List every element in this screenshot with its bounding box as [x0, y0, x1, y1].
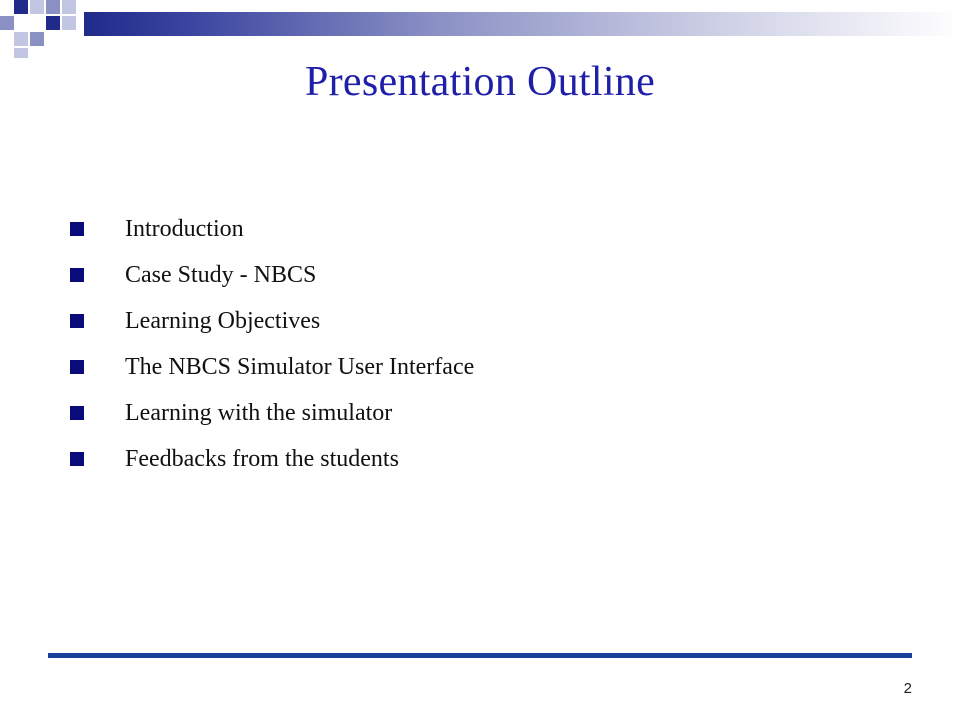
square-bullet-icon	[70, 314, 84, 328]
bullet-text: Introduction	[125, 215, 244, 242]
bottom-rule	[48, 653, 912, 658]
page-number: 2	[903, 680, 912, 697]
bullet-item	[70, 390, 474, 436]
top-gradient-band	[84, 12, 960, 36]
bullet-item	[70, 298, 474, 344]
bullet-text: Case Study - NBCS	[125, 261, 317, 288]
bullet-text: Feedbacks from the students	[125, 445, 399, 472]
bullet-text: Learning Objectives	[125, 307, 321, 334]
slide-title: Presentation Outline	[304, 59, 656, 105]
slide-logo-squares-icon	[0, 0, 84, 60]
bullet-item	[70, 206, 474, 252]
bullet-item	[70, 344, 474, 390]
bullet-list	[70, 206, 474, 482]
bullet-item	[70, 252, 474, 298]
bullet-text: The NBCS Simulator User Interface	[125, 353, 475, 380]
square-bullet-icon	[70, 452, 84, 466]
bullet-item	[70, 436, 474, 482]
bullet-text: Learning with the simulator	[125, 399, 393, 426]
square-bullet-icon	[70, 222, 84, 236]
square-bullet-icon	[70, 360, 84, 374]
square-bullet-icon	[70, 268, 84, 282]
square-bullet-icon	[70, 406, 84, 420]
